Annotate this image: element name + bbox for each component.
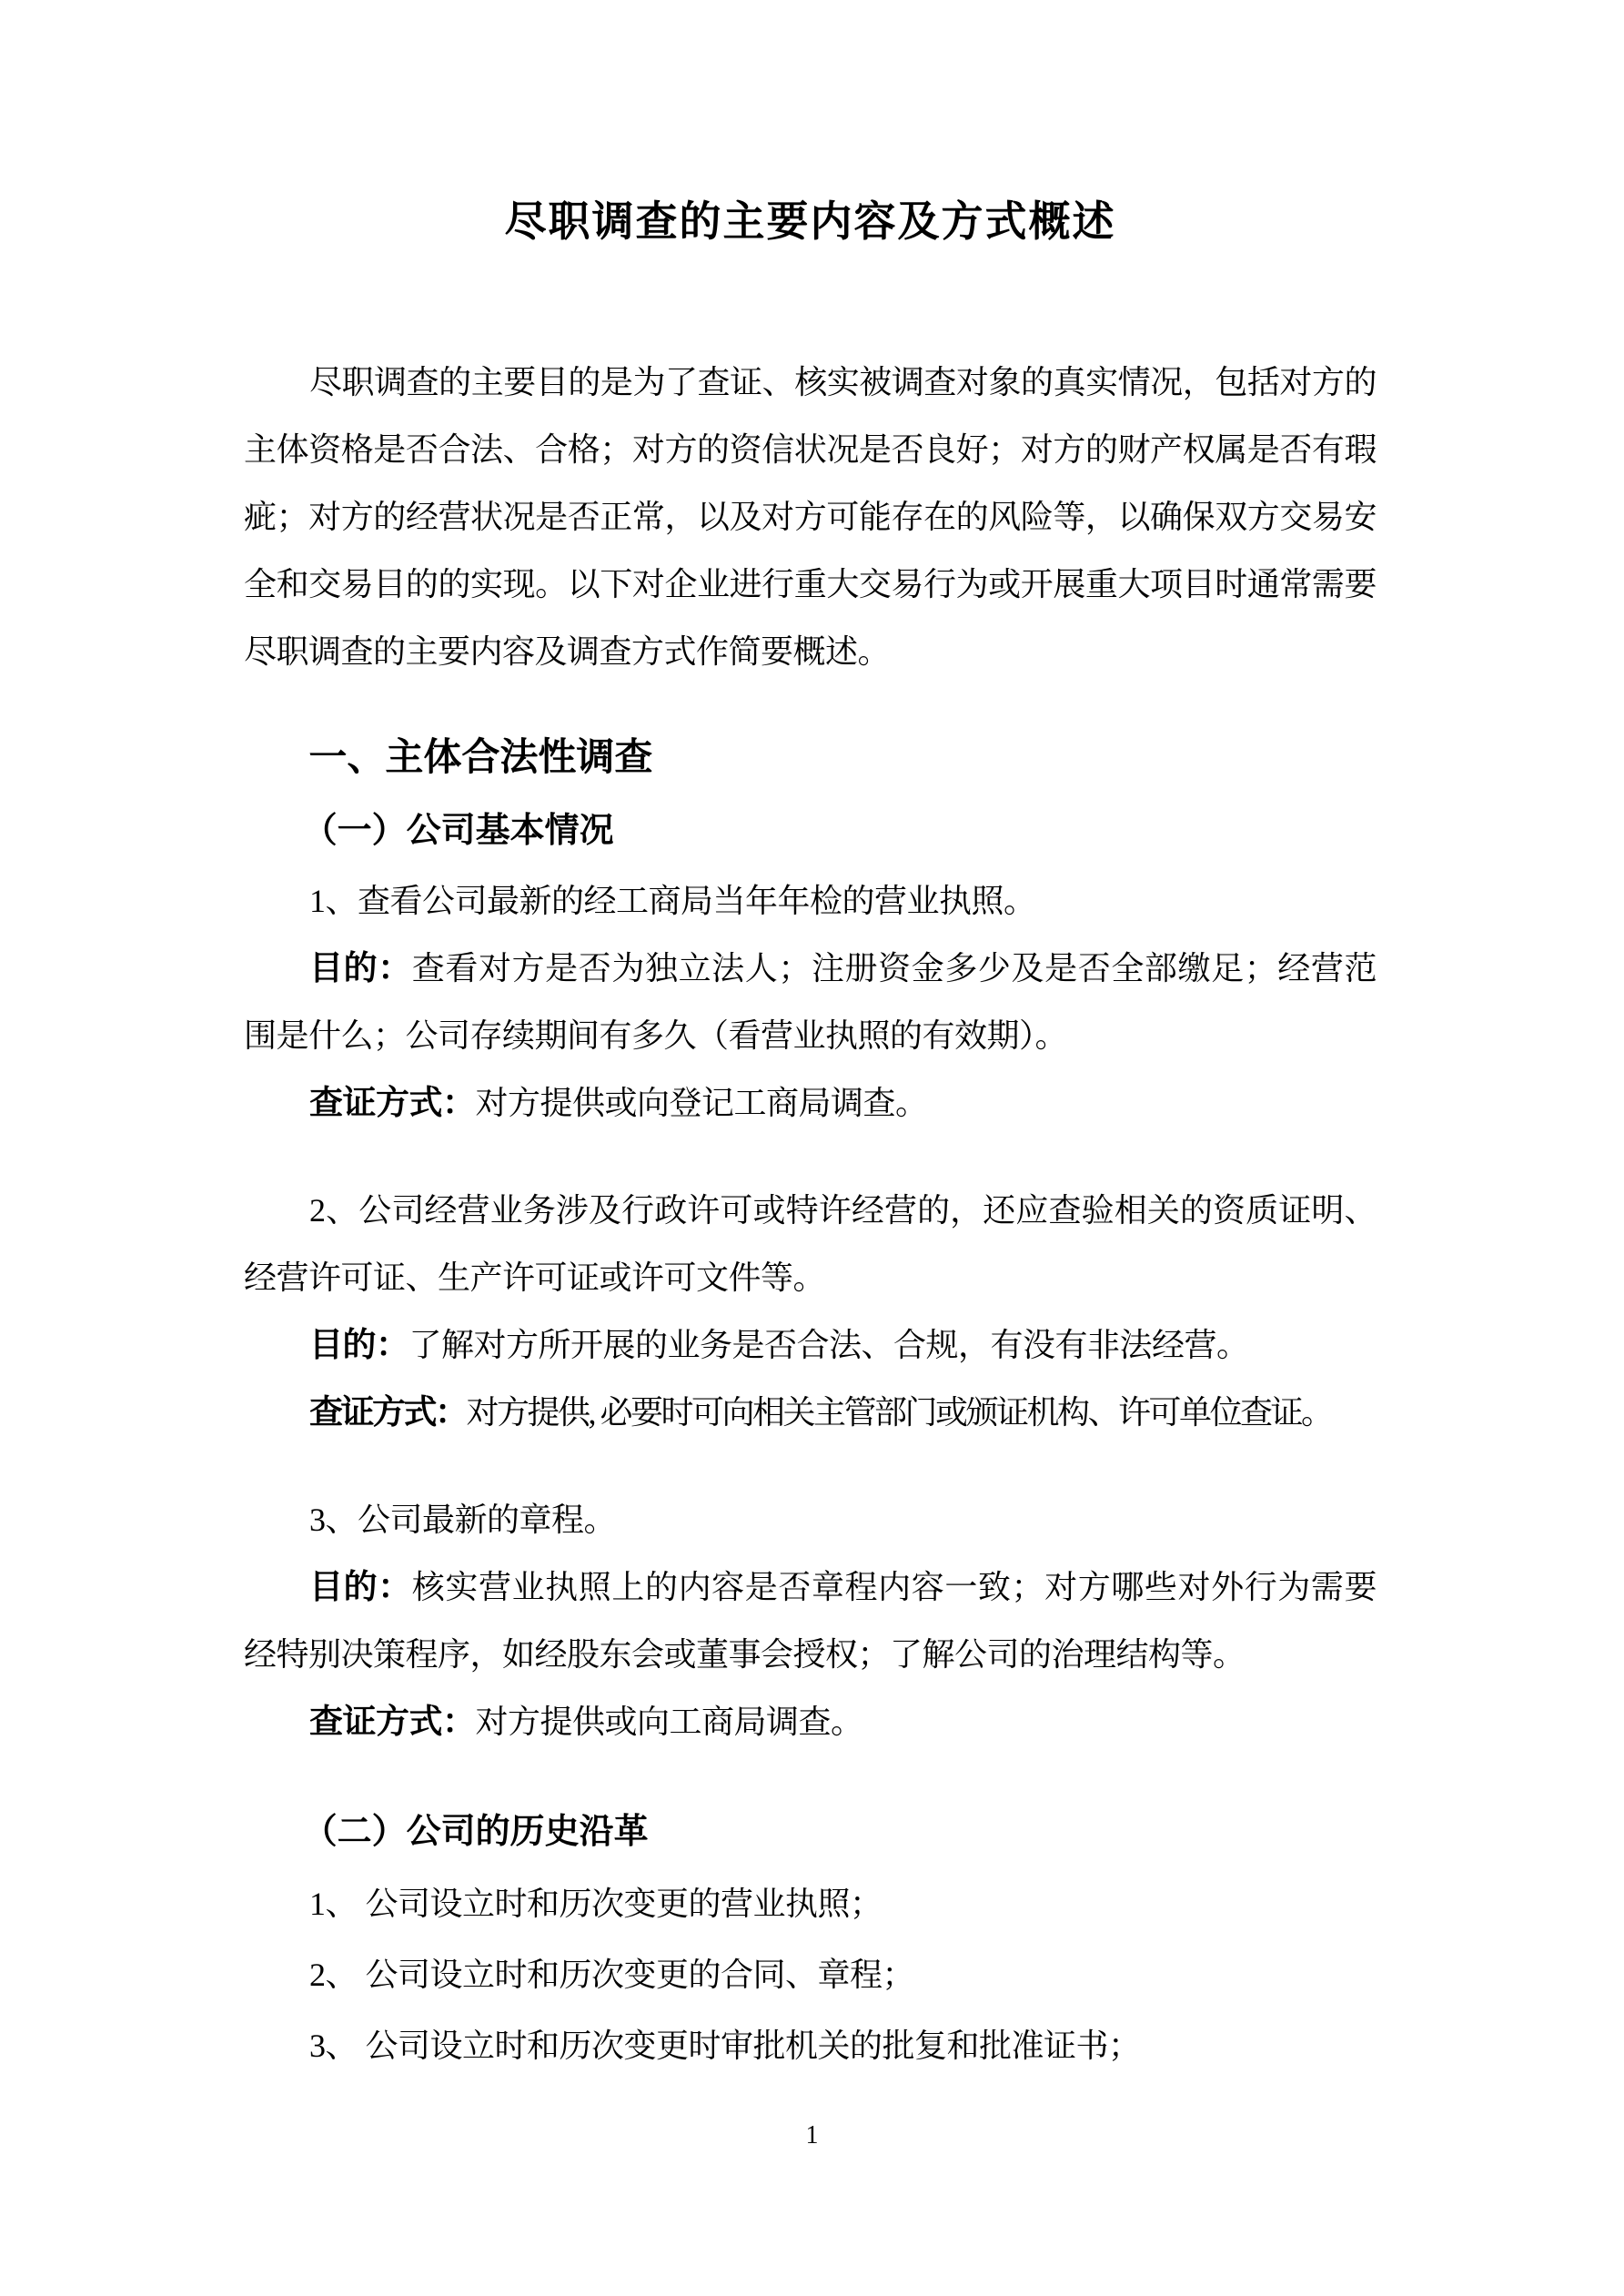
- item-1-verify: [244, 1069, 1377, 1137]
- subsection-1-1-heading: （一）公司基本情况: [302, 812, 614, 850]
- purpose-label: 目的：: [309, 1568, 412, 1605]
- verify-label: 查证方式：: [309, 1703, 476, 1740]
- section-1-heading: 一、主体合法性调查: [308, 737, 653, 779]
- item-3-text: 3、公司最新的章程。: [309, 1502, 617, 1538]
- document-title: 尽职调查的主要内容及方式概述: [504, 198, 1116, 245]
- item-2-purpose: [244, 1311, 1377, 1379]
- purpose-text: 核实营业执照上的内容是否章程内容一致；对方哪些对外行为需要经特别决策程序，如经股东会或董事会授权；了解公司的治理结构等。: [244, 1569, 1377, 1673]
- history-item-3: 3、 公司设立时和历次变更时审批机关的批复和批准证书；: [309, 2028, 1141, 2064]
- verify-text: 对方提供, 必要时可向相关主管部门或颁证机构、许可单位查证。: [466, 1394, 1332, 1431]
- verify-label: 查证方式：: [309, 1393, 467, 1431]
- purpose-text: 查看对方是否为独立法人；注册资金多少及是否全部缴足；经营范围是什么；公司存续期间有多久（看营业执照的有效期）。: [244, 950, 1377, 1054]
- item-1-purpose: [244, 935, 1377, 1069]
- purpose-label: 目的：: [309, 1326, 409, 1363]
- item-2-text: 2、公司经营业务涉及行政许可或特许经营的，还应查验相关的资质证明、经营许可证、生产许可证或许可文件等。: [244, 1192, 1377, 1296]
- history-item-1: 1、 公司设立时和历次变更的营业执照；: [309, 1886, 883, 1922]
- subsection-1-2-heading: （二）公司的历史沿革: [302, 1813, 649, 1851]
- page-number: 1: [805, 2121, 819, 2149]
- item-2-verify: [244, 1379, 1377, 1446]
- intro-paragraph: 尽职调查的主要目的是为了查证、核实被调查对象的真实情况，包括对方的主体资格是否合法、合格；对方的资信状况是否良好；对方的财产权属是否有瑕疵；对方的经营状况是否正常，以及对方可能存在的风险等，以确保双方交易安全和交易目的的实现。以下对企业进行重大交易行为或开展重大项目时通常需要尽职调查的主要内容及调查方式作简要概述。: [244, 364, 1377, 670]
- history-item-2: 2、 公司设立时和历次变更的合同、章程；: [309, 1957, 915, 1993]
- item-1-text: 1、查看公司最新的经工商局当年年检的营业执照。: [309, 883, 1036, 919]
- item-3-verify: [244, 1688, 1377, 1755]
- verify-text: 对方提供或向登记工商局调查。: [475, 1085, 928, 1121]
- item-3-purpose: [244, 1553, 1377, 1688]
- verify-text: 对方提供或向工商局调查。: [475, 1704, 863, 1740]
- purpose-label: 目的：: [309, 949, 412, 986]
- verify-label: 查证方式：: [309, 1084, 476, 1121]
- purpose-text: 了解对方所开展的业务是否合法、合规，有没有非法经营。: [409, 1327, 1249, 1363]
